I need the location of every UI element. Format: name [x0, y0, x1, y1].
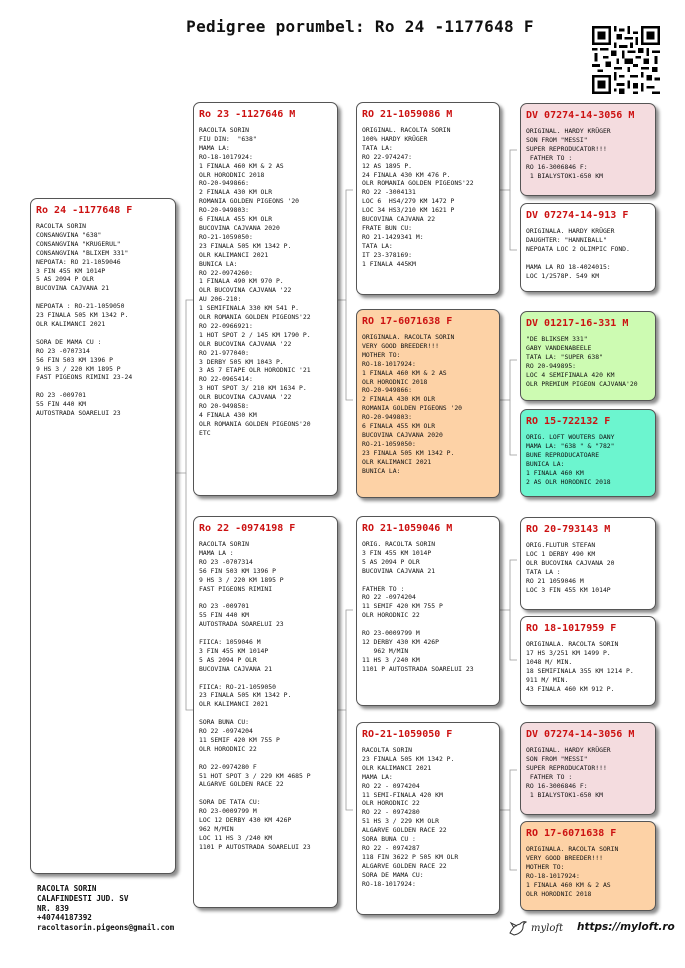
logo-text: myloft — [531, 922, 564, 934]
ring-number: RO-21-1059050 F — [362, 729, 453, 740]
card-description: ORIGINAL. HARDY KRÜGER SON FROM "MESSI" SUPER REPRODUCATOR!!! FATHER TO : RO 16-3006846 F: 1 BIALYSTOK1-650 KM — [526, 127, 611, 180]
ring-number: RO 21-1059046 M — [362, 523, 453, 534]
card-description: ORIG. RACOLTA SORIN 3 FIN 455 KM 1014P 5 AS 2094 P OLR BUCOVINA CAJVANA 21 FATHER TO : RO 22 -0974204 11 SEMIF 420 KM 755 P OLR HORODNIC 22 RO 23-0009799 M 12 DERBY 430 KM 426P 962 M/MIN 11 HS 3 /240 KM 1101 P AUTOSTRADA SOARELUI 23 — [362, 540, 474, 673]
ring-number: DV 07274-14-3056 M — [526, 110, 635, 121]
card-description: ORIGINALA. RACOLTA SORIN VERY GOOD BREEDER!!! MOTHER TO: RO-18-1017924: 1 FINALA 460 KM & 2 AS OLR HORODNIC 2018 — [526, 845, 619, 898]
card-description: ORIGINAL. HARDY KRÜGER SON FROM "MESSI" SUPER REPRODUCATOR!!! FATHER TO : RO 16-3006846 F: 1 BIALYSTOK1-650 KM — [526, 746, 611, 799]
ring-number: DV 01217-16-331 M — [526, 318, 629, 329]
ring-number: RO 20-793143 M — [526, 524, 611, 535]
card-description: "DE BLIKSEM 331" GABY VANDENABEELE TATA LA: "SUPER 638" RO 20-949895: LOC 4 SEMIFINALA 420 KM OLR PREMIUM PIGEON CAJVANA'20 — [526, 335, 638, 388]
pedigree-card-dam — [193, 516, 338, 908]
ring-number: RO 15-722132 F — [526, 416, 611, 427]
page-title: Pedigree porumbel: Ro 24 -1177648 F — [186, 17, 534, 36]
ring-number: Ro 23 -1127646 M — [199, 109, 296, 120]
pedigree-card-main — [30, 198, 176, 874]
pigeon-icon — [508, 919, 528, 937]
myloft-logo — [508, 919, 563, 937]
card-description: ORIGINALA. RACOLTA SORIN VERY GOOD BREEDER!!! MOTHER TO: RO-18-1017924: 1 FINALA 460 KM & 2 AS OLR HORODNIC 2018 RO-20-949866: 2 FINALA 430 KM OLR ROMANIA GOLDEN PIGEONS '20 RO-20-949803: 6 FINALA 455 KM OLR BUCOVINA CAJVANA 2020 RO-21-1059050: 23 FINALA 505 KM 1342 P. OLR KALIMANCI 2021 BUNICA LA: — [362, 333, 463, 475]
ring-number: DV 07274-14-913 F — [526, 210, 629, 221]
ring-number: RO 21-1059086 M — [362, 109, 453, 120]
pedigree-card-ddd — [520, 821, 656, 911]
pedigree-card-dam-sire — [356, 516, 500, 706]
pedigree-card-sds — [520, 311, 656, 401]
card-description: ORIG.FLUTUR STEFAN LOC 1 DERBY 490 KM OLR BUCOVINA CAJVANA 20 TATA LA : RO 21 1059046 M LOC 3 FIN 455 KM 1014P — [526, 541, 615, 594]
pedigree-card-sire-dam — [356, 309, 500, 498]
owner-contact — [37, 884, 174, 933]
owner-phone: +40744187392 — [37, 913, 92, 923]
owner-email[interactable]: racoltasorin.pigeons@gmail.com — [37, 923, 175, 933]
pedigree-card-dds — [520, 722, 656, 815]
pedigree-card-sss — [520, 103, 656, 196]
pedigree-card-ssd — [520, 203, 656, 292]
owner-number: NR. 839 — [37, 903, 70, 913]
pedigree-card-dam-dam — [356, 722, 500, 915]
ring-number: RO 18-1017959 F — [526, 623, 617, 634]
pedigree-card-sire-sire — [356, 102, 500, 295]
card-description: RACOLTA SORIN MAMA LA : RO 23 -0707314 56 FIN 503 KM 1396 P 9 HS 3 / 220 KM 1895 P FAST PIGEONS RIMINI RO 23 -009701 55 FIN 440 KM AUTOSTRADA SOARELUI 23 FIICA: 1059046 M 3 FIN 455 KM 1014P 5 AS 2094 P OLR BUCOVINA CAJVANA 21 FIICA: RO-21-1059050 23 FINALA 505 KM 1342 P. OLR KALIMANCI 2021 SORA BUNA CU: RO 22 -0974204 11 SEMIF 420 KM 755 P OLR HORODNIC 22 RO 22-0974280 F 51 HOT SPOT 3 / 229 KM 4685 P ALGARVE GOLDEN RACE 22 SORA DE TATA CU: RO 23-0009799 M LOC 12 DERBY 430 KM 426P 962 M/MIN LOC 11 HS 3 /240 KM 1101 P AUTOSTRADA SOARELUI 23 — [199, 540, 311, 851]
ring-number: Ro 22 -0974198 F — [199, 523, 296, 534]
card-description: RACOLTA SORIN FIU DIN: "638" MAMA LA: RO-18-1017924: 1 FINALA 460 KM & 2 AS OLR HORODNIC 2018 RO-20-949866: 2 FINALA 430 KM OLR ROMANIA GOLDEN PIGEONS '20 RO-20-949803: 6 FINALA 455 KM OLR BUCOVINA CAJVANA 2020 RO-21-1059050: 23 FINALA 505 KM 1342 P. OLR KALIMANCI 2021 BUNICA LA: RO 22-0974260: 1 FINALA 490 KM 970 P. OLR BUCOVINA CAJVANA '22 AU 206-210: 1 SEMIFINALA 330 KM 541 P. OLR ROMANIA GOLDEN PIGEONS'22 RO 22-0966921: 1 HOT SPOT 2 / 145 KM 1790 P. OLR BUCOVINA CAJVANA '22 RO 21-977040: 3 DERBY 505 KM 1043 P. 3 AS 7 ETAPE OLR HORODNIC '21 RO 22-0965414: 3 HOT SPOT 3/ 210 KM 1634 P. OLR BUCOVINA CAJVANA '22 RO 20-949858: 4 FINALA 430 KM OLR ROMANIA GOLDEN PIGEONS'20 ETC — [199, 126, 311, 437]
pedigree-card-dsd — [520, 616, 656, 706]
card-description: ORIGINALA. RACOLTA SORIN 17 HS 3/251 KM 1499 P. 1048 M/ MIN. 18 SEMIFINALA 355 KM 1214 P. 911 M/ MIN. 43 FINALA 460 KM 912 P. — [526, 640, 634, 693]
card-description: ORIGINAL. RACOLTA SORIN 100% HARDY KRÜGER TATA LA: RO 22-974247: 12 AS 1895 P. 24 FINALA 430 KM 476 P. OLR ROMANIA GOLDEN PIGEONS'22 RO 22 -3004131 LOC 6 HS4/279 KM 1472 P LOC 34 HS3/210 KM 1621 P BUCOVINA CAJVANA 22 FRATE BUN CU: RO 21-1429341 M: TATA LA: IT 23-378169: 1 FINALA 445KM — [362, 126, 474, 268]
card-description: RACOLTA SORIN 23 FINALA 505 KM 1342 P. OLR KALIMANCI 2021 MAMA LA: RO 22 - 0974204 11 SEMI-FINALA 420 KM OLR HORODNIC 22 RO 22 - 0974280 51 HS 3 / 229 KM OLR ALGARVE GOLDEN RACE 22 SORA BUNA CU : RO 22 - 0974287 118 FIN 3622 P 505 KM OLR ALGARVE GOLDEN RACE 22 SORA DE MAMA CU: RO-18-1017924: — [362, 746, 459, 888]
ring-number: RO 17-6071638 F — [362, 316, 453, 327]
ring-number: RO 17-6071638 F — [526, 828, 617, 839]
card-description: RACOLTA SORIN CONSANGVINA "638" CONSANGVINA "KRUGERUL" CONSANGVINA "BLIXEM 331" NEPOATA: RO 21-1059046 3 FIN 455 KM 1014P 5 AS 2094 P OLR BUCOVINA CAJVANA 21 NEPOATA : RO-21-1059050 23 FINALA 505 KM 1342 P. OLR KALIMANCI 2021 SORA DE MAMA CU : RO 23 -0707314 56 FIN 503 KM 1396 P 9 HS 3 / 220 KM 1895 P FAST PIGEONS RIMINI 23-24 RO 23 -009701 55 FIN 440 KM AUTOSTRADA SOARELUI 23 — [36, 222, 133, 418]
card-description: ORIGINALA. HARDY KRÜGER DAUGHTER: "HANNIBALL" NEPOATA LOC 2 OLIMPIC FOND. MAMA LA RO 18-4024015: LOC 1/2578P. 549 KM — [526, 227, 630, 280]
ring-number: Ro 24 -1177648 F — [36, 205, 133, 216]
owner-name: RACOLTA SORIN — [37, 884, 97, 893]
pedigree-card-dss — [520, 517, 656, 610]
pedigree-card-sdd — [520, 409, 656, 497]
pedigree-card-sire — [193, 102, 338, 496]
ring-number: DV 07274-14-3056 M — [526, 729, 635, 740]
owner-address: CALAFINDESTI JUD. SV — [37, 893, 129, 903]
site-link[interactable]: https://myloft.ro — [577, 921, 675, 933]
card-description: ORIG. LOFT WOUTERS DANY MAMA LA: "638 " & "782" BUNE REPRODUCATOARE BUNICA LA: 1 FINALA 460 KM 2 AS OLR HORODNIC 2018 — [526, 433, 615, 486]
